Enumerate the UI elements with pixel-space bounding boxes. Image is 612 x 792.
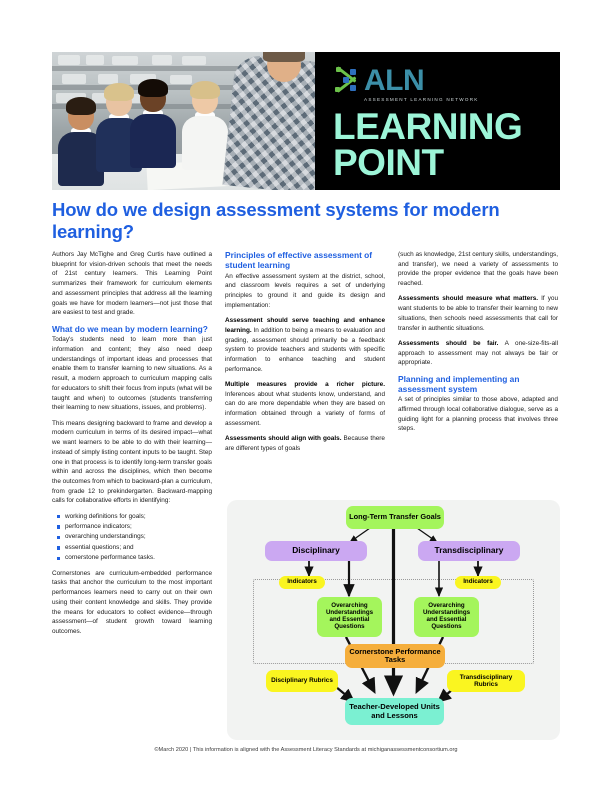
photo-blur-object [62, 74, 86, 84]
col2-para2-rest: In addition to being a means to evaluation and grading, assessment should primarily be a feedback system to provide teachers and students with specific information to enhance teaching and student performance. [225, 326, 385, 373]
diagram-node-transdisciplinary-rubrics: Transdisciplinary Rubrics [447, 670, 525, 692]
assessment-system-diagram [227, 500, 560, 740]
col3-para3-rest: A one-size-fits-all approach to assessment may not always be fair or appropriate. [398, 339, 558, 367]
col2-para1: An effective assessment system at the district, school, and classroom levels requires a set of underlying principles to ground it and guide its design and implementation: [225, 272, 385, 309]
photo-blur-object [152, 55, 172, 65]
col3-para3 [398, 339, 558, 368]
page-header [52, 52, 560, 190]
photo-teacher-hair [263, 52, 305, 62]
diagram-node-overarching-left: Overarching Understandings and Essential Questions [317, 597, 382, 637]
photo-blur-object [170, 75, 192, 84]
aln-logo [333, 66, 560, 100]
col3-para4: A set of principles similar to those above, adapted and affirmed through local collaborative dialogue, serve as a guiding light for a planning process that involves three steps. [398, 396, 558, 433]
col1-para1: Today's students need to learn more than just information and content; they also need deep understandings of important ideas and processes that enable them to transfer learning to new situations. As a result, a modern approach to curriculum mapping calls for educators to shift their focus from inputs (what will be taught and when) to outcomes (students transferring their learning to new situations, issues, and problems). [52, 336, 212, 412]
aln-logo-subtitle: ASSESSMENT LEARNING NETWORK [364, 97, 479, 102]
col3-para1: (such as knowledge, 21st century skills, understandings, and transfer), we need a variety of assessments to provide the proper evidence that the goals have been reached. [398, 251, 558, 288]
col3-para2-runin: Assessments should measure what matters. [398, 295, 539, 303]
col1-para3: Cornerstones are curriculum-embedded performance tasks that anchor the curriculum to the most important performances learners need to carry out on their own using their content knowledge and skills. They provide the means for educators to collect evidence—through assessment—of student growth toward learning outcomes. [52, 569, 212, 635]
diagram-node-cornerstone-performance-tasks: Cornerstone Performance Tasks [345, 644, 445, 668]
col2-para4-rest: Because there are different types of goals [225, 435, 385, 452]
col2-heading: Principles of effective assessment of student learning [225, 250, 373, 271]
diagram-node-disciplinary: Disciplinary [265, 541, 367, 561]
col3-para2-rest: If you want students to be able to transfer their learning to new situations, then schools need assessments that call for transfer in authentic situations. [398, 295, 559, 332]
photo-blur-object [112, 56, 138, 65]
photo-student [130, 84, 176, 168]
col2-para2 [225, 316, 385, 374]
diagram-node-transdisciplinary: Transdisciplinary [418, 541, 520, 561]
page-title: How do we design assessment systems for modern learning? [52, 199, 500, 242]
col2-para2-runin: Assessment should serve teaching and enhance learning. [225, 317, 385, 334]
col2-para3-runin: Multiple measures provide a richer picture. [225, 381, 385, 388]
col1-bullet-list [52, 512, 212, 564]
footer-attribution: ©March 2020 | This information is aligned with the Assessment Literacy Standards at michiganassessmentconsortium.org [154, 747, 458, 753]
list-item: essential questions; and [65, 543, 212, 553]
list-item: working definitions for goals; [65, 512, 212, 522]
diagram-node-teacher-developed-units-and-lessons: Teacher-Developed Units and Lessons [345, 698, 444, 725]
banner-title-line2: POINT [333, 141, 444, 183]
col2-para3-rest: Inferences about what students know, understand, and can do are more dependable when they are based on information obtained through a variety of forms of assessment. [225, 390, 385, 427]
col1-para2: This means designing backward to frame and develop a modern curriculum in terms of its desired impact—what we want learners to be able to do with their learning—instead of simply listing content inputs to be taught. Step one in that process is to identify long-term transfer goals within and across the disciplines, which then become the outcomes from which to backward-plan a curriculum, from grade 12 to prekindergarten. Backward-mapping calls for collaborative efforts in identifying: [52, 419, 212, 505]
photo-blur-object [58, 55, 80, 65]
aln-logo-wordmark: ALN [364, 64, 425, 97]
diagram-node-indicators-right: Indicators [455, 576, 501, 589]
banner-title-line1: LEARNING [333, 106, 523, 147]
aln-banner [315, 52, 560, 190]
col2-para4 [225, 434, 385, 453]
col3-heading: Planning and implementing an assessment system [398, 373, 520, 394]
column-1 [52, 250, 212, 637]
diagram-node-overarching-right: Overarching Understandings and Essential Questions [414, 597, 479, 637]
list-item: performance indicators; [65, 522, 212, 532]
diagram-node-long-term-transfer-goals: Long-Term Transfer Goals [346, 506, 444, 529]
col3-para2 [398, 294, 558, 333]
classroom-photo [52, 52, 315, 190]
diagram-node-indicators-left: Indicators [279, 576, 325, 589]
photo-student [182, 86, 228, 170]
col2-para3 [225, 380, 385, 429]
aln-network-icon [333, 66, 361, 94]
col1-intro: Authors Jay McTighe and Greg Curtis have outlined a blueprint for vision-driven schools that meet the needs of 21st century learners. This Learning Point summarizes their framework for curriculum elements and assessment principles that address all the learning goals we have for modern learners—not just those that are easiest to test and grade. [52, 251, 212, 317]
diagram-node-disciplinary-rubrics: Disciplinary Rubrics [266, 670, 338, 692]
banner-title [333, 106, 560, 183]
list-item: cornerstone performance tasks. [65, 553, 212, 563]
list-item: overarching understandings; [65, 532, 212, 542]
photo-blur-object [86, 55, 104, 65]
photo-blur-object [182, 56, 206, 65]
col1-heading: What do we mean by modern learning? [52, 323, 208, 334]
col2-para4-runin: Assessments should align with goals. [225, 435, 342, 443]
col3-para3-runin: Assessments should be fair. [398, 339, 499, 347]
